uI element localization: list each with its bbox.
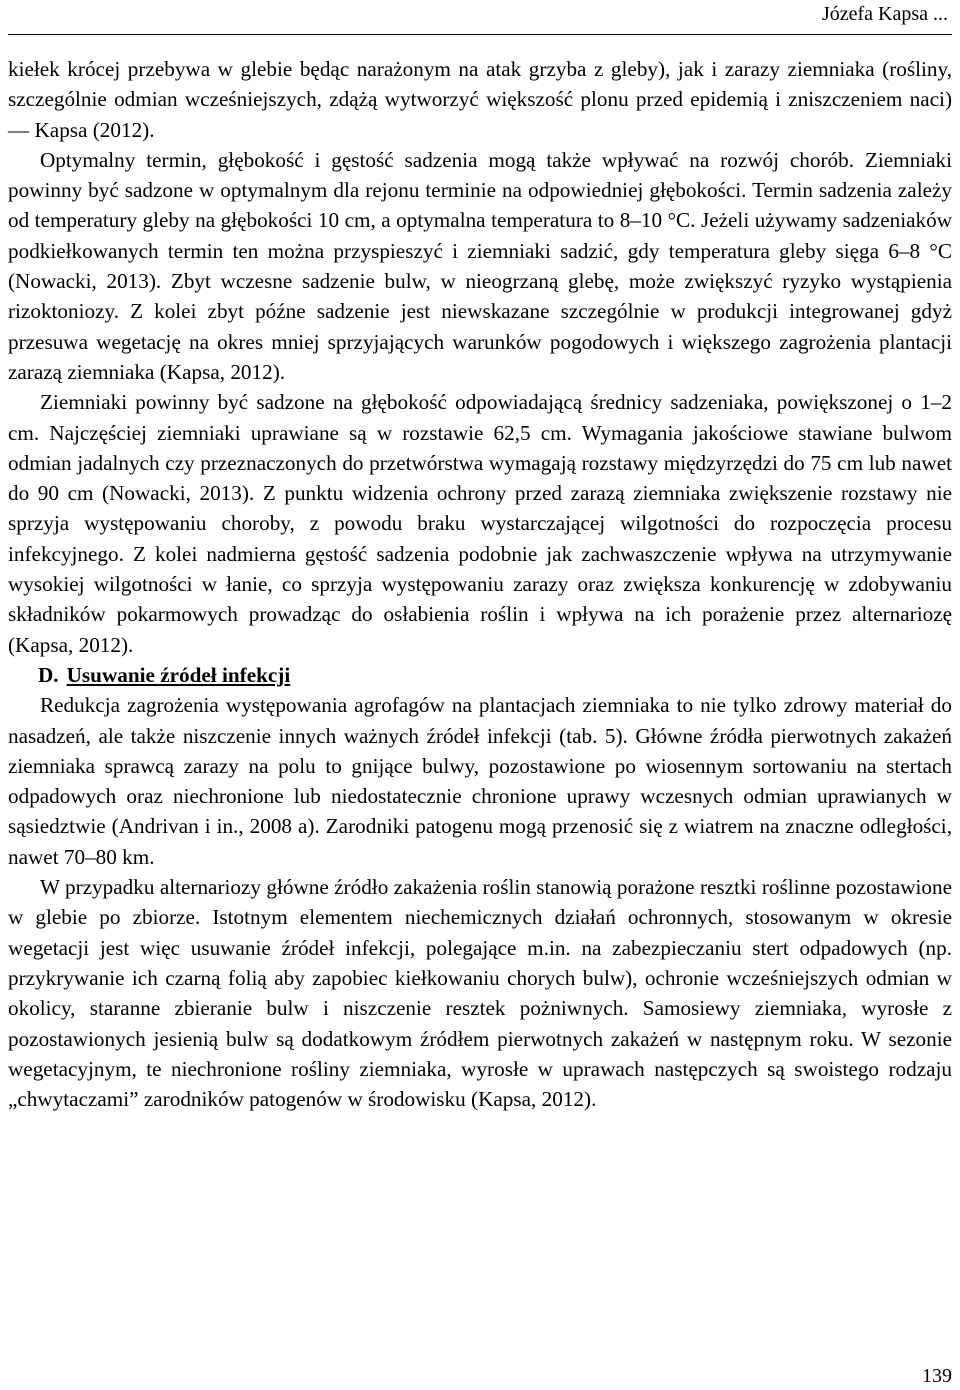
paragraph-alternaria: W przypadku alternariozy główne źródło zakażenia roślin stanowią porażone resztki roślinne pozostawione w glebie po zbiorze. Istotnym elementem niechemicznych działań ochronnych, stosowanym w okresie wegetacji jest więc usuwanie źródeł infekcji, polegające m.in. na zabezpieczaniu stert odpadowych (np. przykrywanie ich czarną folią aby zapobiec kiełkowaniu chorych bulw), ochronie wcześniejszych odmian w okolicy, staranne zbieranie bulw i niszczenie resztek pożniwnych. Samosiewy ziemniaka, wyrosłe z pozostawionych jesienią bulw są dodatkowym źródłem pierwotnych zakażeń w następnym roku. W sezonie wegetacyjnym, te niechronione rośliny ziemniaka, wyrosłe w uprawach następczych są swoistego rodzaju „chwytaczami” zarodników patogenów w środowisku (Kapsa, 2012).: [8, 875, 952, 1112]
section-heading: [8, 660, 952, 690]
page-number: 139: [922, 1365, 952, 1387]
section-letter: D.: [38, 662, 59, 687]
running-head: Józefa Kapsa ...: [821, 3, 948, 25]
paragraph-planting-depth: Ziemniaki powinny być sadzone na głębokość odpowiadającą średnicy sadzeniaka, powiększonej o 1–2 cm. Najczęściej ziemniaki uprawiane są w rozstawie 62,5 cm. Wymagania jakościowe stawiane bulwom odmian jadalnych czy przeznaczonych do przetwórstwa wymagają rozstawy międzyrzędzi do 75 cm lub nawet do 90 cm (Nowacki, 2013). Z punktu widzenia ochrony przed zarazą ziemniaka zwiększenie rozstawy nie sprzyja występowaniu choroby, z powodu braku wystarczającej wilgotności do rozpoczęcia procesu infekcyjnego. Z kolei nadmierna gęstość sadzenia podobnie jak zachwaszczenie wpływa na utrzymywanie wysokiej wilgotności w łanie, co sprzyja występowaniu zarazy oraz zwiększa konkurencję w zdobywaniu składników pokarmowych prowadząc do osłabienia roślin i wpływa na ich porażenie przez alternariozę (Kapsa, 2012).: [8, 390, 952, 657]
body-text: [8, 54, 952, 1114]
paragraph-infection-sources: Redukcja zagrożenia występowania agrofagów na plantacjach ziemniaka to nie tylko zdrowy materiał do nasadzeń, ale także niszczenie innych ważnych źródeł infekcji (tab. 5). Główne źródła pierwotnych zakażeń ziemniaka sprawcą zarazy na polu to gnijące bulwy, pozostawione po wiosennym sortowaniu na stertach odpadowych oraz niechronione lub niedostatecznie chronione uprawy wczesnych odmian uprawianych w sąsiedztwie (Andrivan i in., 2008 a). Zarodniki patogenu mogą przenosić się z wiatrem na znaczne odległości, nawet 70–80 km.: [8, 693, 952, 869]
header-rule: [8, 34, 952, 35]
paragraph-continuation: kiełek krócej przebywa w glebie będąc narażonym na atak grzyba z gleby), jak i zarazy ziemniaka (rośliny, szczególnie odmian wcześniejszych, zdążą wytworzyć większość plonu przed epidemią i zniszczeniem naci) — Kapsa (2012).: [8, 57, 952, 142]
paragraph-planting-date: Optymalny termin, głębokość i gęstość sadzenia mogą także wpływać na rozwój chorób. Ziemniaki powinny być sadzone w optymalnym dla rejonu terminie na odpowiedniej głębokości. Termin sadzenia zależy od temperatury gleby na głębokości 10 cm, a optymalna temperatura to 8–10 °C. Jeżeli używamy sadzeniaków podkiełkowanych termin ten można przyspieszyć i ziemniaki sadzić, gdy temperatura gleby sięga 6–8 °C (Nowacki, 2013). Zbyt wczesne sadzenie bulw, w nieogrzaną glebę, może zwiększyć ryzyko wystąpienia rizoktoniozy. Z kolei zbyt późne sadzenie jest niewskazane szczególnie w produkcji integrowanej gdyż przesuwa wegetację na okres mniej sprzyjających warunków pogodowych i większego zagrożenia plantacji zarazą ziemniaka (Kapsa, 2012).: [8, 147, 952, 384]
section-title: Usuwanie źródeł infekcji: [66, 662, 291, 687]
